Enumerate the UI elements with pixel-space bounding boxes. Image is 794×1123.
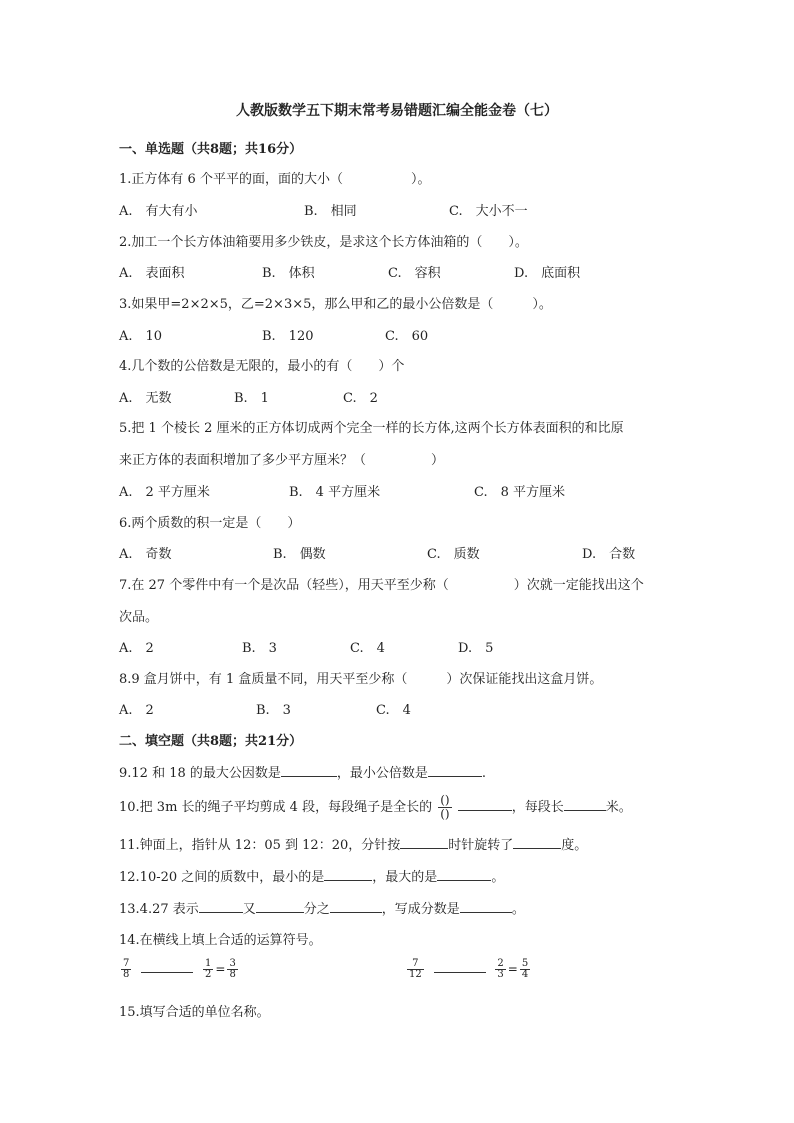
question-15: 15.填写合适的单位名称。 (119, 1005, 270, 1020)
question-4: 4.几个数的公倍数是无限的，最小的有（ ）个 (119, 359, 405, 374)
question-1 (119, 168, 430, 187)
question-9 (119, 762, 486, 781)
q12-text-a: 12.10-20 之间的质数中，最小的是 (119, 870, 325, 885)
q11-blank-2[interactable] (513, 837, 561, 849)
q13-text-b: 又 (242, 902, 256, 917)
q6-option-b[interactable]: B. 偶数 (273, 547, 326, 562)
den: 4 (521, 969, 529, 980)
question-3: 3.如果甲=2×2×5，乙=2×3×5，那么甲和乙的最小公倍数是（ ）。 (119, 297, 552, 312)
q8-option-b[interactable]: B. 3 (256, 703, 291, 718)
q6-option-d[interactable]: D. 合数 (582, 547, 636, 562)
q14-right-frac-3 (520, 959, 530, 980)
q1-option-c[interactable]: C. 大小不一 (449, 204, 528, 219)
den: 3 (497, 969, 504, 980)
q12-text-c: 。 (491, 870, 505, 885)
q5-option-b[interactable]: B. 4 平方厘米 (289, 485, 381, 500)
q11-text-a: 11.钟面上，指针从 12：05 到 12：20，分针按 (119, 838, 401, 853)
q10-text-c: 米。 (605, 800, 632, 815)
q10-frac-numerator: () (440, 793, 450, 807)
question-1-text-b: ）。 (410, 172, 431, 187)
question-5-line1: 5.把 1 个棱长 2 厘米的正方体切成两个完全一样的长方体,这两个长方体表面积的和比原 (119, 421, 624, 436)
q13-blank-2[interactable] (256, 901, 304, 913)
q12-blank-1[interactable] (324, 869, 372, 881)
question-14: 14.在横线上填上合适的运算符号。 (119, 933, 322, 948)
num: 2 (497, 958, 504, 969)
section-heading-choice: 一、单选题（共8题；共16分） (119, 142, 303, 157)
q14-left-frac-3 (227, 959, 237, 980)
num: 1 (205, 958, 212, 969)
q8-option-a[interactable]: A. 2 (119, 703, 154, 718)
q9-blank-1[interactable] (281, 765, 337, 777)
q11-text-b: 时针旋转了 (448, 838, 514, 853)
question-6: 6.两个质数的积一定是（ ） (119, 516, 301, 531)
q10-text-b: ，每段长 (511, 800, 564, 815)
q14-right-equation (405, 959, 532, 980)
q2-option-a[interactable]: A. 表面积 (119, 266, 185, 281)
q6-option-a[interactable]: A. 奇数 (119, 547, 172, 562)
question-2: 2.加工一个长方体油箱要用多少铁皮，是求这个长方体油箱的（ ）。 (119, 235, 528, 250)
question-8: 8.9 盒月饼中，有 1 盒质量不同，用天平至少称（ ）次保证能找出这盒月饼。 (119, 672, 603, 687)
num: 7 (123, 958, 130, 969)
q13-blank-1[interactable] (199, 901, 243, 913)
q10-frac-denominator: () (440, 807, 450, 821)
q13-text-a: 13.4.27 表示 (119, 902, 199, 917)
q12-blank-2[interactable] (437, 869, 491, 881)
q14-left-equation (119, 959, 240, 980)
question-11 (119, 834, 587, 853)
q7-option-c[interactable]: C. 4 (350, 641, 385, 656)
q14-right-equals: = (507, 962, 518, 976)
q7-option-b[interactable]: B. 3 (242, 641, 277, 656)
q7-option-a[interactable]: A. 2 (119, 641, 154, 656)
q9-text-c: . (481, 766, 487, 781)
q3-option-a[interactable]: A. 10 (119, 329, 163, 344)
q9-text-b: ，最小公倍数是 (336, 766, 428, 781)
question-7-line2: 次品。 (119, 610, 159, 625)
q13-blank-4[interactable] (460, 901, 512, 913)
q7-option-d[interactable]: D. 5 (458, 641, 494, 656)
q2-option-d[interactable]: D. 底面积 (514, 266, 581, 281)
question-10 (119, 794, 632, 821)
q2-option-c[interactable]: C. 容积 (388, 266, 441, 281)
num: 7 (407, 959, 424, 970)
q4-option-a[interactable]: A. 无数 (119, 391, 172, 406)
q14-right-frac-1 (407, 959, 424, 980)
q1-option-a[interactable]: A. 有大有小 (119, 204, 198, 219)
q2-option-b[interactable]: B. 体积 (262, 266, 315, 281)
section-heading-fill: 二、填空题（共8题；共21分） (119, 734, 303, 749)
q13-blank-3[interactable] (330, 901, 382, 913)
q3-option-c[interactable]: C. 60 (385, 329, 429, 344)
q14-left-blank[interactable] (141, 961, 193, 973)
q9-blank-2[interactable] (428, 765, 482, 777)
q11-text-c: 度。 (561, 838, 588, 853)
num: 3 (229, 958, 236, 969)
q14-left-frac-2 (203, 959, 213, 980)
question-7-line1: 7.在 27 个零件中有一个是次品（轻些），用天平至少称（ ）次就一定能找出这个 (119, 578, 644, 593)
q14-left-frac-1 (121, 959, 131, 980)
num: 5 (521, 958, 529, 969)
q12-text-b: ，最大的是 (372, 870, 438, 885)
q5-option-c[interactable]: C. 8 平方厘米 (474, 485, 566, 500)
den: 8 (229, 969, 236, 980)
q8-option-c[interactable]: C. 4 (376, 703, 411, 718)
question-5-line2: 来正方体的表面积增加了多少平方厘米？（ ） (119, 453, 445, 468)
question-13 (119, 898, 525, 917)
q4-option-c[interactable]: C. 2 (343, 391, 378, 406)
question-12 (119, 866, 504, 885)
den: 12 (409, 969, 422, 980)
question-1-text-a: 1.正方体有 6 个平平的面，面的大小（ (119, 172, 343, 187)
q11-blank-1[interactable] (400, 837, 448, 849)
q6-option-c[interactable]: C. 质数 (427, 547, 480, 562)
den: 2 (205, 969, 212, 980)
q10-text-a: 10.把 3m 长的绳子平均剪成 4 段，每段绳子是全长的 (119, 800, 433, 815)
q13-text-c: 分之 (303, 902, 330, 917)
page-title: 人教版数学五下期末常考易错题汇编全能金卷（七） (236, 103, 558, 119)
q10-blank-2[interactable] (564, 799, 606, 811)
q9-text-a: 9.12 和 18 的最大公因数是 (119, 766, 281, 781)
q1-option-b[interactable]: B. 相同 (304, 204, 357, 219)
q13-text-d: ，写成分数是 (381, 902, 460, 917)
q4-option-b[interactable]: B. 1 (234, 391, 269, 406)
den: 8 (123, 969, 130, 980)
q14-right-frac-2 (495, 959, 505, 980)
q3-option-b[interactable]: B. 120 (262, 329, 314, 344)
q5-option-a[interactable]: A. 2 平方厘米 (119, 485, 210, 500)
q10-blank-1[interactable] (458, 799, 512, 811)
q14-right-blank[interactable] (434, 961, 486, 973)
q13-text-e: 。 (511, 902, 525, 917)
q10-fraction (438, 794, 451, 821)
q14-left-equals: = (215, 962, 226, 976)
